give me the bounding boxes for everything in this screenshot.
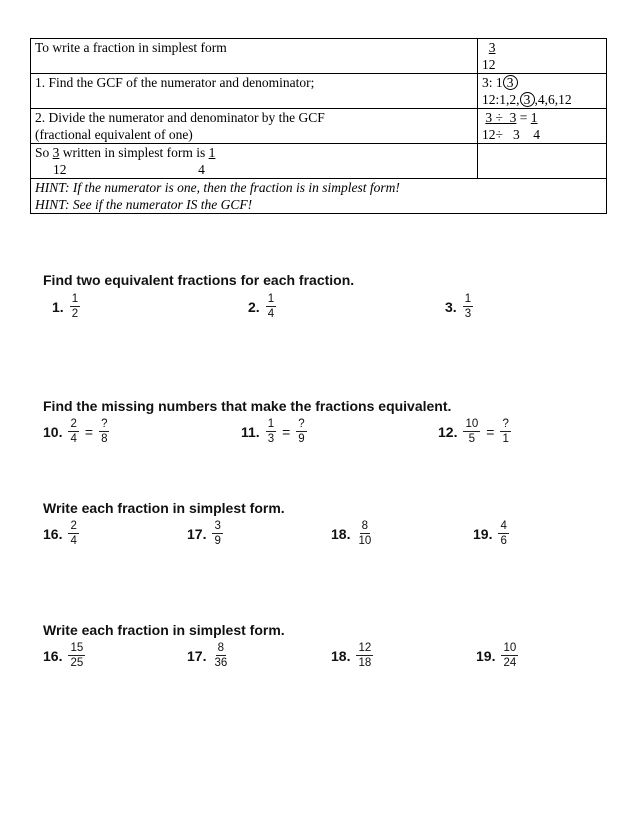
table-row	[31, 179, 607, 214]
table-row	[31, 74, 607, 109]
problem: 12. $\frac{10}{5}$ = $\frac{?}{1}$	[438, 418, 509, 445]
factor-lists	[478, 74, 607, 109]
simplest-form-result: So 3 written in simplest form is 1 12 4	[31, 144, 478, 179]
step-one-text: 1. Find the GCF of the numerator and denominator;	[31, 74, 478, 109]
section-simplest-form-a	[43, 500, 285, 516]
example-fraction	[478, 39, 607, 74]
problem: 18. $\frac{12}{18}$	[331, 642, 372, 669]
problem: 11. $\frac{1}{3}$ = $\frac{?}{9}$	[241, 418, 305, 445]
problem: 1. $\frac{1}{2}$	[52, 293, 79, 320]
section-title: Find two equivalent fractions for each fraction.	[43, 272, 355, 288]
example-denominator: 12	[482, 57, 496, 72]
problem: 2. $\frac{1}{4}$	[248, 293, 275, 320]
table-row	[31, 109, 607, 144]
hint-one: HINT: If the numerator is one, then the fraction is in simplest form!	[35, 180, 400, 195]
rule-title: To write a fraction in simplest form	[31, 39, 478, 74]
section-missing-numbers	[43, 398, 451, 414]
gcf-circle: 3	[503, 75, 518, 90]
section-title: Find the missing numbers that make the fractions equivalent.	[43, 398, 452, 414]
problem: 19. $\frac{10}{24}$	[476, 642, 517, 669]
problem: 16. $\frac{15}{25}$	[43, 642, 84, 669]
gcf-circle: 3	[520, 92, 535, 107]
problem: 17. $\frac{3}{9}$	[187, 520, 221, 547]
section-title: Write each fraction in simplest form.	[43, 500, 285, 516]
problem: 19. $\frac{4}{6}$	[473, 520, 507, 547]
section-title: Write each fraction in simplest form.	[43, 622, 285, 638]
problem: 17. $\frac{8}{36}$	[187, 642, 228, 669]
hint-two: HINT: See if the numerator IS the GCF!	[35, 197, 253, 212]
section-simplest-form-b	[43, 622, 285, 638]
hint-box	[31, 179, 607, 214]
division-example: 3 ÷ 3 = 1 12÷ 3 4	[478, 109, 607, 144]
problem: 10. $\frac{2}{4}$ = $\frac{?}{8}$	[43, 418, 108, 445]
step-two-text: 2. Divide the numerator and denominator by the GCF (fractional equivalent of one)	[31, 109, 478, 144]
table-row	[31, 144, 607, 179]
problem: 3. $\frac{1}{3}$	[445, 293, 472, 320]
rules-table	[30, 38, 607, 214]
example-numerator: 3	[488, 40, 496, 55]
table-row	[31, 39, 607, 74]
problem: 18. $\frac{8}{10}$	[331, 520, 372, 547]
factors-of-3: 3: 1 3	[482, 74, 602, 91]
section-equivalent	[43, 272, 354, 288]
factors-of-12: 12:1,2, 3 ,4,6,12	[482, 92, 572, 107]
problem: 16. $\frac{2}{4}$	[43, 520, 77, 547]
